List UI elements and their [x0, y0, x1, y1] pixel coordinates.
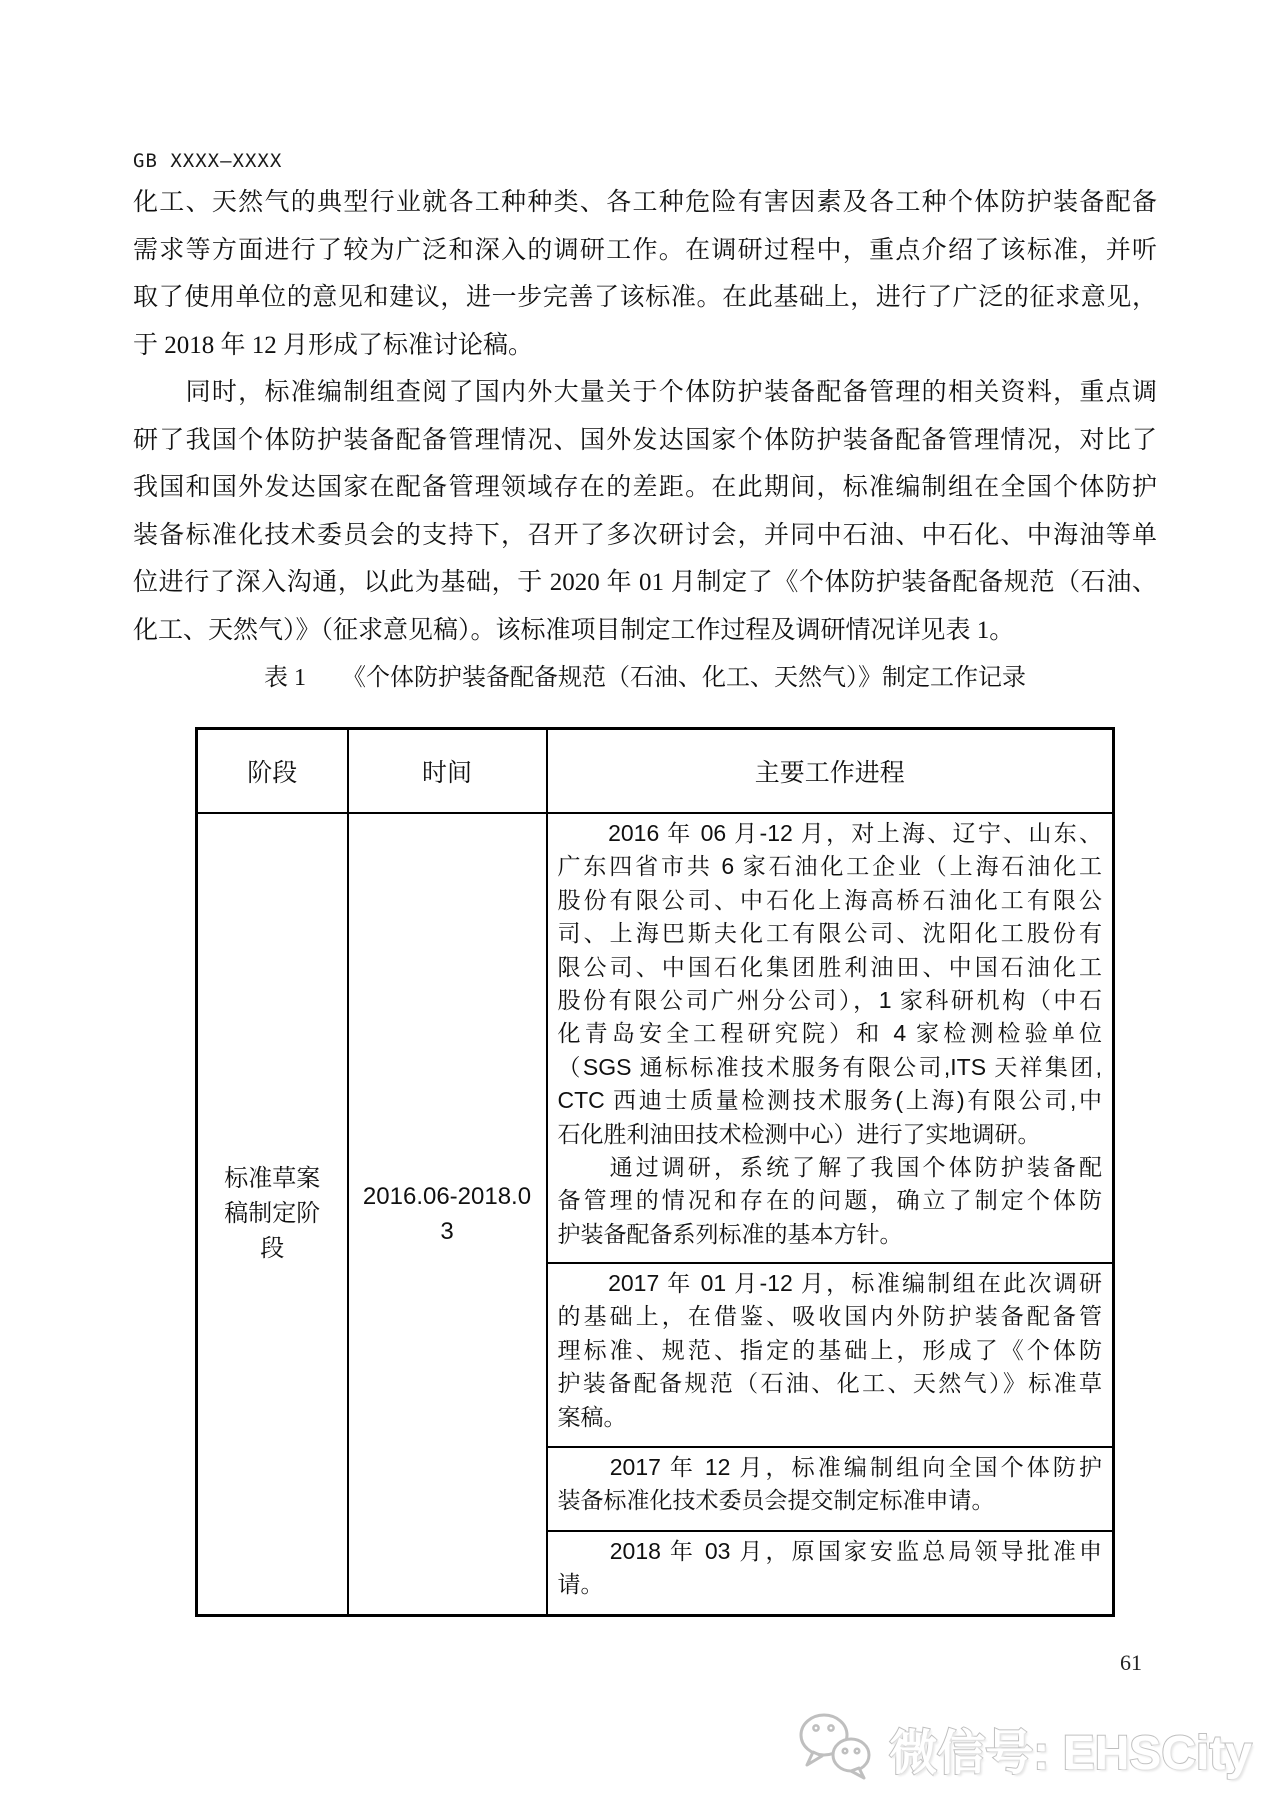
text-line: 化工、天然气）》（征求意见稿）。该标准项目制定工作过程及调研情况详见表 1。 [133, 616, 1015, 644]
table-header-row [197, 729, 1114, 814]
latin-text: , [1069, 1087, 1077, 1114]
standard-code-header: GB XXXX—XXXX [133, 150, 283, 172]
text-line: 化青岛安全工程研究院）和 4 家检测检验单位 [557, 1020, 1103, 1047]
text-line: 段 [260, 1235, 285, 1262]
text-line: 请。 [557, 1572, 604, 1598]
watermark [797, 1711, 1252, 1786]
text-line: 2016 年 06 月-12 月，对上海、辽宁、山东、 [608, 820, 1103, 846]
table-row [197, 813, 1114, 1263]
latin-text: ) [957, 1087, 965, 1114]
latin-text: -12 [759, 1270, 793, 1296]
latin-text: 2017 [609, 1454, 661, 1480]
cell-paragraph [558, 1535, 1103, 1602]
latin-text: 03 [704, 1538, 731, 1564]
table-caption: 表 1 《个体防护装备配备规范（石油、化工、天然气）》制定工作记录 [264, 665, 1026, 691]
header-cell-time: 时间 [348, 729, 547, 814]
cell-paragraph [558, 817, 1103, 1151]
text-line: 2017 年 12 月，标准编制组向全国个体防护 [609, 1454, 1103, 1480]
text-line: 于 2018 年 12 月形成了标准讨论稿。 [133, 331, 534, 359]
text-line: 司、上海巴斯夫化工有限公司、沈阳化工股份有 [557, 921, 1102, 947]
progress-cell [547, 1447, 1114, 1531]
latin-text: , [1095, 1053, 1103, 1080]
text-line: 2016.06-2018.0 [362, 1183, 532, 1210]
latin-text: SGS [582, 1053, 632, 1080]
text-line: 护装备配备系列标准的基本方针。 [557, 1221, 903, 1247]
text-line: 位进行了深入沟通，以此为基础，于 2020 年 01 月制定了《个体防护装备配备规范（石油、 [133, 569, 1157, 596]
cell-paragraph [558, 1267, 1103, 1434]
cell-paragraph [558, 1151, 1103, 1251]
paragraph [133, 369, 1157, 654]
latin-text: 6 [721, 853, 735, 880]
work-record-table [195, 727, 1115, 1617]
latin-text: 2016 [608, 820, 660, 846]
time-cell [348, 813, 547, 1616]
latin-text: -12 [759, 820, 793, 846]
text-line: 通过调研，系统了解了我国个体防护装备配 [557, 1155, 1102, 1181]
text-line: 限公司、中国石化集团胜利油田、中国石油化工 [557, 954, 1102, 980]
text-line: 护装备配备规范（石油、化工、天然气）》标准草 [557, 1371, 1102, 1397]
text-line: 案稿。 [557, 1404, 627, 1430]
text-line: 同时，标准编制组查阅了国内外大量关于个体防护装备配备管理的相关资料，重点调 [133, 379, 1157, 406]
text-line: 股份有限公司广州分公司），1 家科研机构（中石 [557, 987, 1103, 1014]
latin-text: 4 [893, 1020, 907, 1047]
page-number: 61 [1120, 1650, 1142, 1675]
latin-text: 12 [704, 1454, 731, 1480]
watermark-label: 微信号: EHSCity [889, 1727, 1252, 1780]
text-line: 取了使用单位的意见和建议，进一步完善了该标准。在此基础上，进行了广泛的征求意见， [133, 284, 1157, 311]
latin-text: ,ITS [943, 1053, 987, 1080]
text-line: 稿制定阶 [224, 1200, 321, 1227]
text-line: 标准草案 [224, 1165, 321, 1192]
text-line: 装备标准化技术委员会的支持下，召开了多次研讨会，并同中石油、中石化、中海油等单 [133, 521, 1157, 549]
text-line: 装备标准化技术委员会提交制定标准申请。 [557, 1488, 995, 1514]
text-line: 2017 年 01 月-12 月，标准编制组在此次调研 [608, 1270, 1103, 1296]
text-line: 股份有限公司、中石化上海高桥石油化工有限公 [557, 887, 1102, 913]
progress-cell [547, 813, 1114, 1263]
text-line: 石化胜利油田技术检测中心）进行了实地调研。 [557, 1121, 1041, 1147]
latin-text: 1 [878, 987, 892, 1014]
latin-text: 2018 [609, 1538, 661, 1564]
text-line: 理标准、规范、指定的基础上，形成了《个体防 [557, 1337, 1102, 1363]
progress-cell [547, 1531, 1114, 1616]
header-cell-progress: 主要工作进程 [547, 729, 1114, 814]
stage-cell [197, 813, 348, 1616]
text-line: 备管理的情况和存在的问题，确立了制定个体防 [557, 1188, 1102, 1214]
text-line: 需求等方面进行了较为广泛和深入的调研工作。在调研过程中，重点介绍了该标准，并听 [133, 236, 1157, 264]
latin-text: 01 [700, 1270, 727, 1296]
text-line: 广东四省市共 6 家石油化工企业（上海石油化工 [557, 853, 1103, 880]
latin-text: 2017 [608, 1270, 660, 1296]
text-line: 的基础上，在借鉴、吸收国内外防护装备配备管 [557, 1304, 1102, 1330]
text-line: 2018 年 03 月，原国家安监总局领导批准申 [609, 1538, 1103, 1564]
text-line: 3 [440, 1218, 454, 1245]
paragraph [133, 179, 1157, 369]
latin-text: 06 [700, 820, 727, 846]
text-line: 研了我国个体防护装备配备管理情况、国外发达国家个体防护装备配备管理情况，对比了 [133, 426, 1157, 454]
text-line: 化工、天然气的典型行业就各工种种类、各工种危险有害因素及各工种个体防护装备配备 [133, 189, 1157, 216]
body-text [133, 179, 1157, 654]
progress-cell [547, 1263, 1114, 1447]
text-line: CTC 西迪士质量检测技术服务(上海)有限公司,中 [557, 1087, 1103, 1114]
text-line: 我国和国外发达国家在配备管理领域存在的差距。在此期间，标准编制组在全国个体防护 [133, 474, 1157, 501]
wechat-icon [797, 1711, 875, 1786]
text-line: （SGS 通标标准技术服务有限公司,ITS 天祥集团, [557, 1053, 1103, 1080]
header-cell-stage: 阶段 [197, 729, 348, 814]
latin-text: ( [895, 1087, 904, 1114]
cell-paragraph [558, 1451, 1103, 1518]
latin-text: CTC [557, 1087, 605, 1114]
